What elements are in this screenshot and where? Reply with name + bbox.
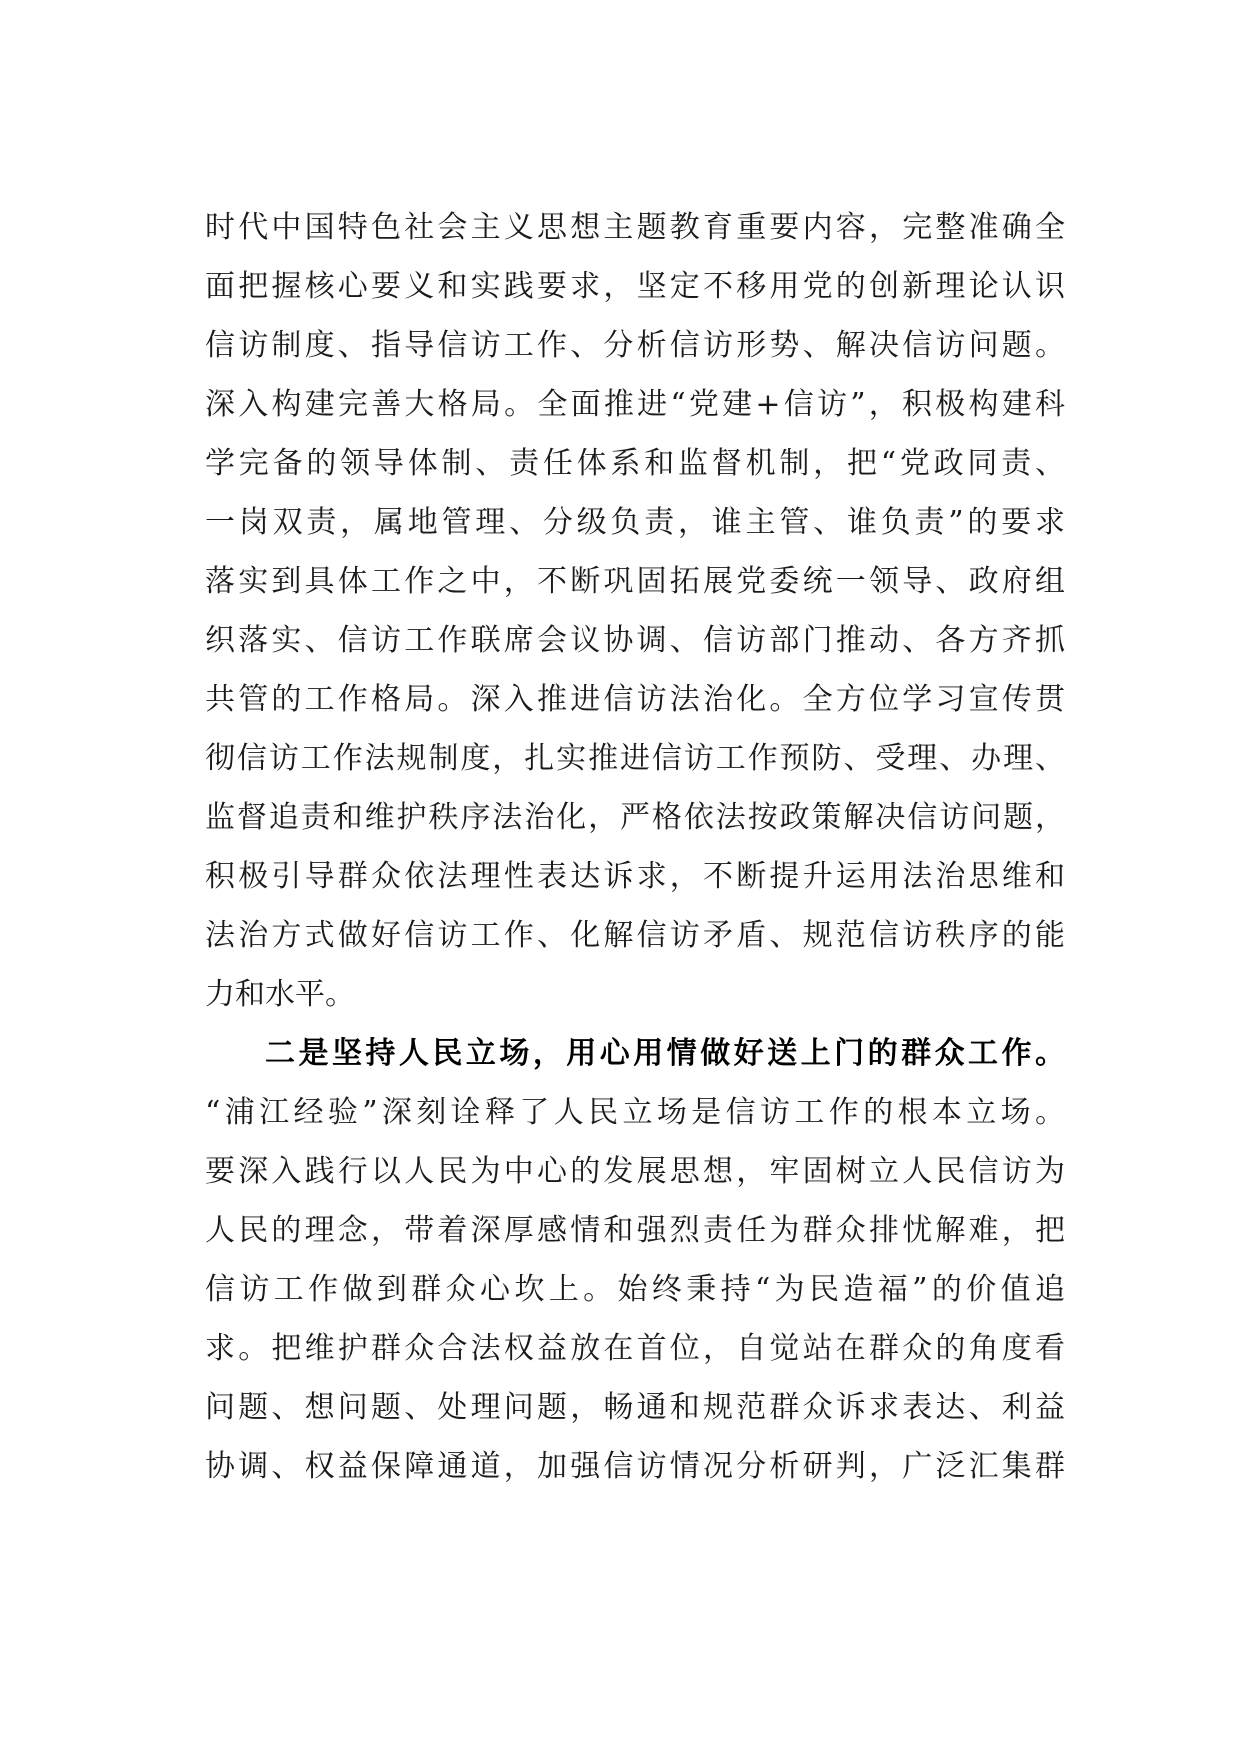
section-heading: 二是坚持人民立场，用心用情做好送上门的群众工作。 (265, 1036, 1065, 1071)
text-line: 法治方式做好信访工作、化解信访矛盾、规范信访秩序的能 (205, 918, 1065, 953)
text-line: 协调、权益保障通道，加强信访情况分析研判，广泛汇集群 (205, 1449, 1065, 1484)
text-line: 监督追责和维护秩序法治化，严格依法按政策解决信访问题， (205, 800, 1065, 835)
text-line: 共管的工作格局。深入推进信访法治化。全方位学习宣传贯 (205, 682, 1065, 717)
text-line: 要深入践行以人民为中心的发展思想，牢固树立人民信访为 (205, 1154, 1065, 1189)
text-line: 积极引导群众依法理性表达诉求，不断提升运用法治思维和 (205, 859, 1065, 894)
text-line: 信访工作做到群众心坎上。始终秉持“为民造福”的价值追 (205, 1272, 1065, 1307)
text-line: 学完备的领导体制、责任体系和监督机制，把“党政同责、 (205, 446, 1065, 481)
text-line: 彻信访工作法规制度，扎实推进信访工作预防、受理、办理、 (205, 741, 1065, 776)
text-line: 求。把维护群众合法权益放在首位，自觉站在群众的角度看 (205, 1331, 1065, 1366)
text-line: 力和水平。 (205, 977, 355, 1012)
text-line: 时代中国特色社会主义思想主题教育重要内容，完整准确全 (205, 210, 1065, 245)
text-line: 人民的理念，带着深厚感情和强烈责任为群众排忧解难，把 (205, 1213, 1065, 1248)
text-line: “浦江经验”深刻诠释了人民立场是信访工作的根本立场。 (205, 1095, 1065, 1130)
text-line: 面把握核心要义和实践要求，坚定不移用党的创新理论认识 (205, 269, 1065, 304)
text-line: 问题、想问题、处理问题，畅通和规范群众诉求表达、利益 (205, 1390, 1065, 1425)
text-line: 一岗双责，属地管理、分级负责，谁主管、谁负责”的要求 (205, 505, 1065, 540)
text-line: 深入构建完善大格局。全面推进“党建+信访”，积极构建科 (205, 387, 1065, 422)
text-line: 信访制度、指导信访工作、分析信访形势、解决信访问题。 (205, 328, 1065, 363)
body-text (205, 198, 1065, 1496)
text-line: 织落实、信访工作联席会议协调、信访部门推动、各方齐抓 (205, 623, 1065, 658)
text-line: 落实到具体工作之中，不断巩固拓展党委统一领导、政府组 (205, 564, 1065, 599)
